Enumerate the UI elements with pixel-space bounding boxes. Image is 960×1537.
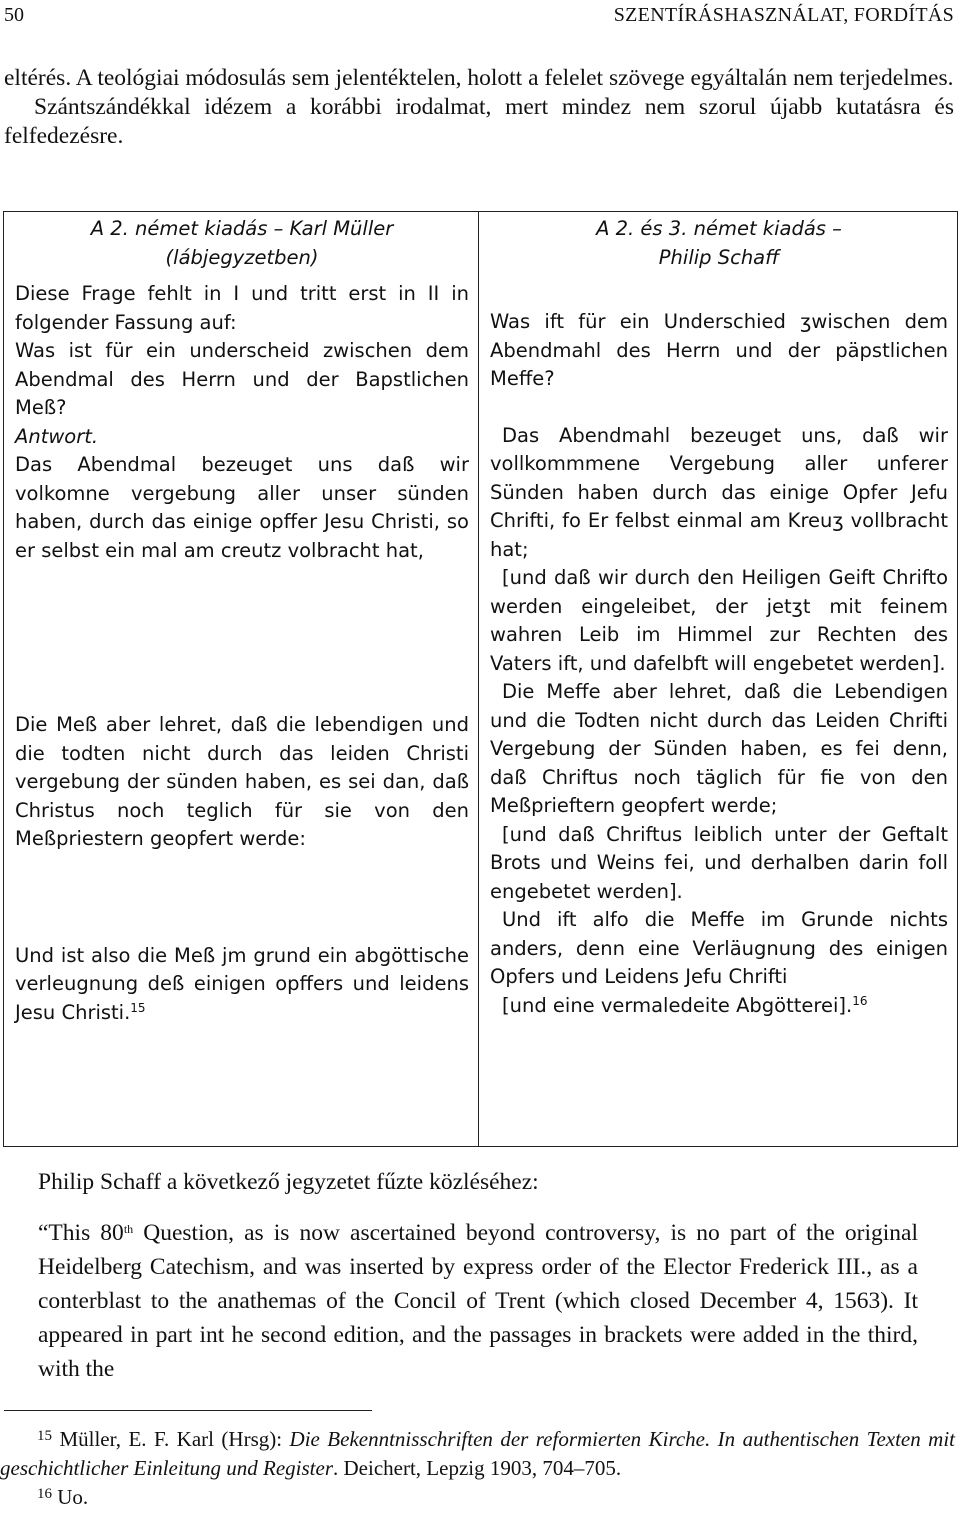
footnote-15-lead: Müller, E. F. Karl (Hrsg):	[59, 1427, 290, 1451]
footnote-ref-15: 15	[130, 1000, 146, 1015]
spacer	[490, 280, 948, 308]
right-paragraph-3-bracket	[490, 992, 948, 1021]
spacer	[15, 565, 469, 711]
footnote-15-number: 15	[37, 1428, 52, 1444]
right-paragraph-2-bracket: [und daß Chriftus leiblich unter der Geftalt Brots und Weins fei, und derhalben darin foll engebetet werden].	[490, 822, 948, 903]
footnotes	[0, 1425, 955, 1512]
left-paragraph-3-text: Und ist also die Meß jm grund ein abgöttische verleugnung deß einigen opffers und leidens Jesu Christi.	[15, 943, 469, 1024]
quote-start: “This 80	[38, 1220, 124, 1246]
right-heading-title: A 2. és 3. német kiadás –	[596, 217, 842, 240]
intro-paragraph-1: eltérés. A teológiai módosulás sem jelentéktelen, holott a felelet szövege egyáltalán nem terjedelmes.	[4, 65, 954, 91]
right-heading-subtitle: Philip Schaff	[658, 245, 780, 269]
spacer	[15, 272, 469, 280]
footnote-divider	[4, 1410, 372, 1411]
left-question: Was ist für ein underscheid zwischen dem Abendmal des Herrn und der Bapstlichen Meß?	[15, 339, 469, 419]
right-paragraph-3: Und ift alfo die Meffe im Grunde nichts anders, denn eine Verläugnung des einigen Opfers und Leidens Jefu Chrifti	[490, 908, 948, 988]
right-paragraph-2: Die Meffe aber lehret, daß die Lebendigen und die Todten nicht durch das Leiden Chrifti Vergebung der Sünden haben, es fei denn, daß Chriftus noch täglich für fie von den Meßprieftern geopfert werde;	[490, 680, 948, 817]
left-paragraph-3	[15, 942, 469, 1028]
left-paragraph-1: Das Abendmal bezeuget uns daß wir volkomne vergebung aller unser sünden haben, durch das einige opffer Jesu Christi, so er selbst ein mal am creutz volbracht hat,	[15, 453, 469, 562]
right-question: Was ift für ein Underschied ʒwischen dem Abendmahl des Herrn und der päpstlichen Meffe?	[490, 310, 948, 390]
spacer	[490, 272, 948, 280]
footnote-16-number: 16	[37, 1486, 52, 1502]
right-paragraph-3-bracket-text: [und eine vermaledeite Abgötterei].	[502, 993, 853, 1017]
right-column-cell	[479, 212, 958, 1147]
left-heading-subtitle: (lábjegyzetben)	[165, 245, 319, 269]
left-editorial-note: Diese Frage fehlt in I und tritt erst in II in folgender Fassung auf:	[15, 282, 469, 334]
quote-paragraph	[38, 1216, 918, 1386]
quote-rest: Question, as is now ascertained beyond controversy, is no part of the original Heidelberg Catechism, and was inserted by express order of the Elector Frederick III., as a conterblast to the anathemas of the Concil of Trent (which closed December 4, 1563). It appeared in part int he second edition, and the passages in brackets were added in the third, with the	[38, 1220, 919, 1382]
left-column-cell	[4, 212, 479, 1147]
right-column-heading	[490, 215, 948, 272]
left-paragraph-2: Die Meß aber lehret, daß die lebendigen und die todten nicht durch das leiden Christi vergebung der sünden haben, es sei dan, daß Christus noch teglich für sie von den Meßpriestern geopfert werde:	[15, 713, 469, 850]
left-column-heading	[15, 215, 469, 272]
running-title: SZENTÍRÁSHASZNÁLAT, FORDÍTÁS	[613, 4, 954, 26]
footnote-15	[0, 1425, 955, 1483]
spacer	[490, 394, 948, 422]
intro-text	[4, 64, 954, 151]
left-answer-label: Antwort.	[15, 424, 99, 448]
page-number: 50	[4, 4, 24, 26]
footnote-15-tail: . Deichert, Lepzig 1903, 704–705.	[333, 1456, 622, 1480]
footnote-16-text: Uo.	[57, 1485, 89, 1509]
schaff-lead-sentence: Philip Schaff a következő jegyzetet fűzte közléséhez:	[38, 1169, 539, 1195]
spacer	[15, 854, 469, 942]
right-paragraph-1-bracket: [und daß wir durch den Heiligen Geift Chrifto werden eingeleibet, der jetʒt mit feinem wahren Leib im Himmel zur Rechten des Vaters ift, und dafelbft will engebetet werden].	[490, 566, 948, 675]
quote-ordinal-suffix: th	[123, 1222, 134, 1236]
right-paragraph-1: Das Abendmahl bezeuget uns, daß wir vollkommmene Vergebung aller unferer Sünden haben durch das einige Opfer Jefu Chrifti, fo Er felbst einmal am Kreuʒ vollbracht hat;	[490, 423, 948, 561]
footnote-15-title: Die Bekenntnisschriften der reformierten Kirche. In authentischen Texten mit geschichtlicher Einleitung und Register	[0, 1427, 956, 1480]
left-column	[4, 215, 478, 1027]
intro-paragraph-2: Szántszándékkal idézem a korábbi irodalmat, mert mindez nem szorul újabb kutatásra és felfedezésre.	[4, 94, 954, 149]
right-column	[479, 215, 957, 1020]
running-head	[4, 4, 954, 34]
schaff-quote	[38, 1216, 918, 1386]
comparison-row	[4, 212, 958, 1147]
footnote-16	[0, 1483, 955, 1512]
footnote-ref-16: 16	[852, 993, 868, 1008]
comparison-table	[3, 211, 958, 1147]
left-heading-title: A 2. német kiadás – Karl Müller	[90, 217, 394, 240]
